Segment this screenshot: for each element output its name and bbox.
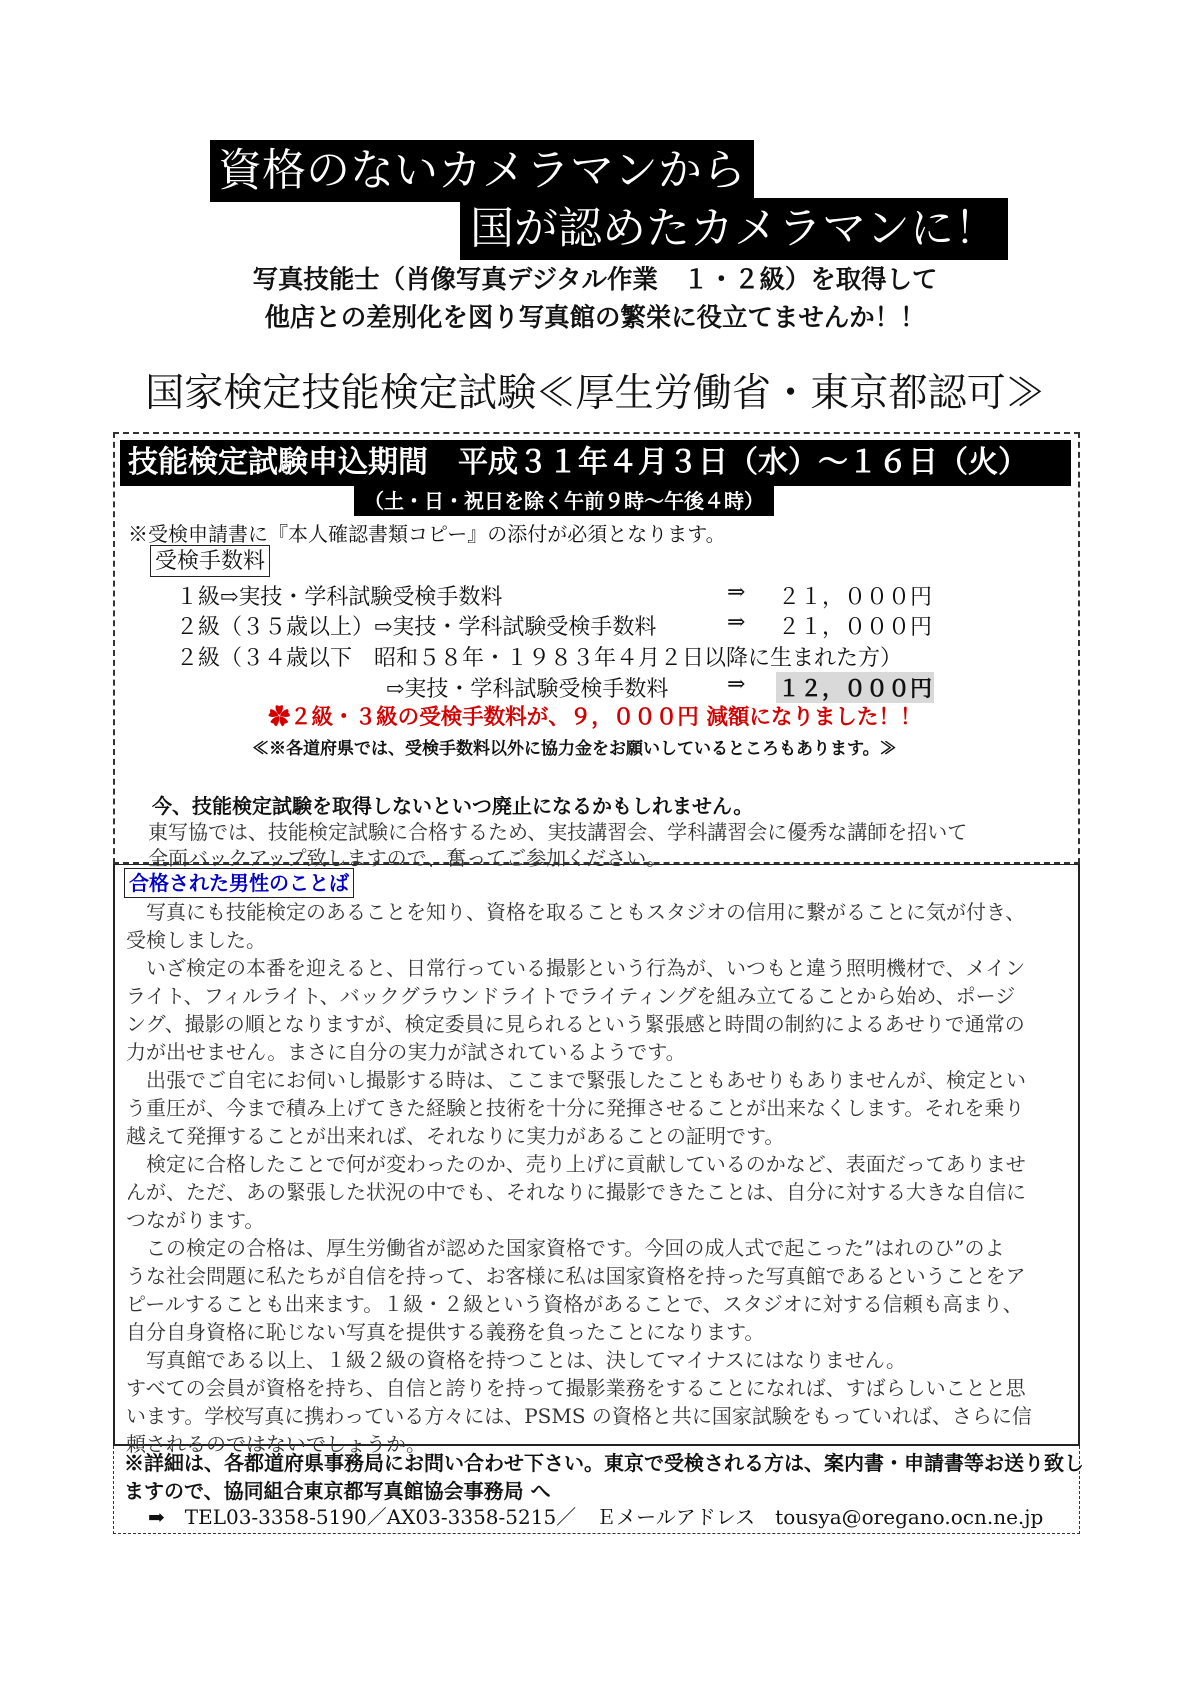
testimonial-line: 越えて発揮することが出来れば、それなりに実力があることの証明です。	[126, 1124, 785, 1148]
fee-row1-arrow: ⇒	[727, 580, 746, 605]
subheadline-line1: 写真技能士（肖像写真デジタル作業 １・２級）を取得して	[252, 264, 938, 294]
fee-row3-amount: １２，０００円	[776, 672, 934, 703]
testimonial-line: 力が出せません。まさに自分の実力が試されているようです。	[126, 1040, 686, 1064]
testimonial-line: ライト、フィルライト、バックグラウンドライトでライティングを組み立てることから始め、ポージ	[126, 984, 1016, 1008]
fee-row1-desc: １級⇨実技・学科試験受検手数料	[176, 585, 503, 610]
testimonial-line: います。学校写真に携わっている方々には、PSMS の資格と共に国家試験をもっていれば、さらに信	[126, 1404, 1032, 1428]
testimonial-line: つながります。	[126, 1208, 265, 1232]
testimonial-heading: 合格された男性のことば	[124, 868, 354, 898]
fee-row1-amount: ２１，０００円	[778, 585, 933, 610]
testimonial-line: 写真館である以上、１級２級の資格を持つことは、決してマイナスにはなりません。	[126, 1348, 906, 1372]
testimonial-line: 受検しました。	[126, 928, 266, 952]
footer-line1: ※詳細は、各都道府県事務局にお問い合わせ下さい。東京で受検される方は、案内書・申請書等お送り致し	[124, 1451, 1084, 1475]
testimonial-line: 写真にも技能検定のあることを知り、資格を取ることもスタジオの信用に繋がることに気が付き、	[126, 900, 1026, 924]
headline-line1: 資格のないカメラマンから	[210, 140, 754, 202]
headline-line2: 国が認めたカメラマンに！	[460, 198, 1008, 260]
fee-row2-desc: ２級（３５歳以上）⇨実技・学科試験受検手数料	[176, 615, 657, 640]
testimonial-line: 自分自身資格に恥じない写真を提供する義務を負ったことになります。	[126, 1320, 765, 1344]
warning-line2: 全面バックアップ致しますので、奮ってご参加ください。	[148, 846, 667, 870]
warning-line1: 東写協では、技能検定試験に合格するため、実技講習会、学科講習会に優秀な講師を招いて	[148, 820, 968, 844]
testimonial-line: うな社会問題に私たちが自信を持って、お客様に私は国家資格を持った写真館であるということをア	[126, 1264, 1026, 1288]
testimonial-line: ピールすることも出来ます。１級・２級という資格があることで、スタジオに対する信頼も高まり、	[126, 1292, 1023, 1316]
fee-row3-arrow: ⇒	[727, 672, 746, 697]
warning-bold: 今、技能検定試験を取得しないといつ廃止になるかもしれません。	[152, 794, 754, 818]
footer-line2: ますので、協同組合東京都写真館協会事務局 へ	[124, 1479, 551, 1503]
testimonial-line: すべての会員が資格を持ち、自信と誇りを持って撮影業務をすることになれば、すばらしいことと思	[126, 1376, 1026, 1400]
contact-info: ➡ TEL03-3358-5190／AX03-3358-5215／ Ｅメールアドレス tousya@oregano.ocn.ne.jp	[148, 1505, 1044, 1529]
main-title: 国家検定技能検定試験≪厚生労働省・東京都認可≫	[145, 371, 1045, 416]
subheadline-line2: 他店との差別化を図り写真館の繁栄に役立てませんか！！	[264, 302, 926, 332]
testimonial-line: この検定の合格は、厚生労働省が認めた国家資格です。今回の成人式で起こった”はれのひ”のよ	[126, 1236, 1005, 1260]
testimonial-line: 出張でご自宅にお伺いし撮影する時は、ここまで緊張したこともあせりもありませんが、検定とい	[126, 1068, 1026, 1092]
testimonial-line: ング、撮影の順となりますが、検定委員に見られるという緊張感と時間の制約によるあせりで通常の	[126, 1012, 1025, 1036]
application-hours: （土・日・祝日を除く午前９時～午後４時）	[354, 486, 774, 516]
testimonial-line: 頼されるのではないでしょうか。	[126, 1432, 426, 1456]
testimonial-line: んが、ただ、あの緊張した状況の中でも、それなりに撮影できたことは、自分に対する大きな自信に	[126, 1180, 1026, 1204]
fee-label: 受検手数料	[150, 545, 270, 577]
prefecture-note: ≪※各道府県では、受検手数料以外に協力金をお願いしているところもあります。≫	[252, 739, 897, 759]
fee-row2-arrow: ⇒	[727, 610, 746, 635]
fee-row2-amount: ２１，０００円	[778, 615, 933, 640]
id-requirement-note: ※受検申請書に『本人確認書類コピー』の添付が必須となります。	[128, 522, 726, 546]
testimonial-line: 検定に合格したことで何が変わったのか、売り上げに貢献しているのかなど、表面だってありませ	[126, 1152, 1026, 1176]
testimonial-line: いざ検定の本番を迎えると、日常行っている撮影という行為が、いつもと違う照明機材で、メイン	[126, 956, 1026, 980]
fee-reduction-notice: ✿２級・３級の受検手数料が、９，０００円 減額になりました！！	[268, 705, 922, 730]
fee-row3-desc: ⇨実技・学科試験受検手数料	[386, 677, 669, 702]
fee-row3-condition: ２級（３４歳以下 昭和５８年・１９８３年４月２日以降に生まれた方）	[176, 646, 903, 671]
testimonial-line: う重圧が、今まで積み上げてきた経験と技術を十分に発揮させることが出来なくします。それを乗り	[126, 1096, 1025, 1120]
application-period: 技能検定試験申込期間 平成３１年４月３日（水）～１６日（火）	[120, 440, 1071, 486]
